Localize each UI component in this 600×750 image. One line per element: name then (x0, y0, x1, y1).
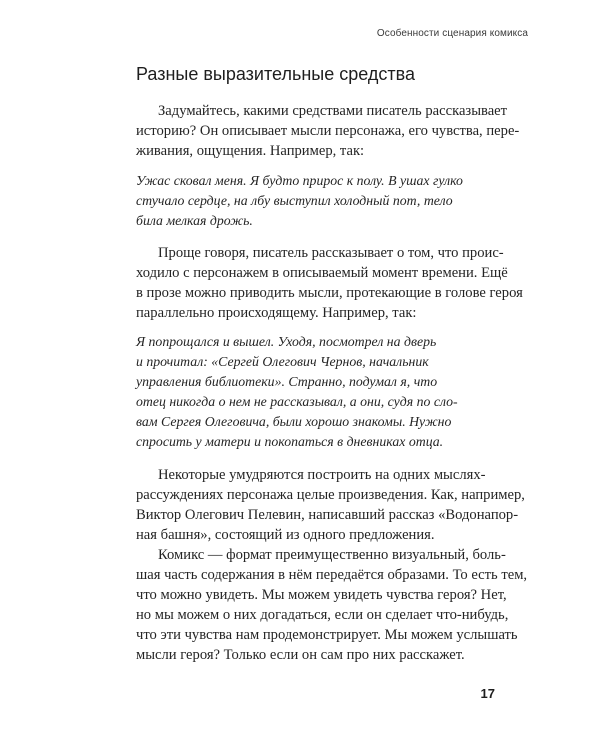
quote-line: отец никогда о нем не рассказывал, а они, судя по сло- (136, 394, 458, 409)
quote-line: вам Сергея Олеговича, были хорошо знакомы. Нужно (136, 414, 452, 429)
text-line: Некоторые умудряются построить на одних мыслях- (158, 467, 486, 483)
quote-line: управления библиотеки». Странно, подумал я, что (136, 374, 438, 389)
page-number: 17 (480, 686, 495, 701)
text-line: живания, ощущения. Например, так: (136, 143, 365, 159)
text-line: что можно увидеть. Мы можем увидеть чувства героя? Нет, (136, 587, 507, 603)
text-line: Проще говоря, писатель рассказывает о том, что проис- (158, 245, 504, 261)
text-line: рассуждениях персонажа целые произведения. Как, например, (136, 487, 525, 503)
paragraph (136, 465, 525, 545)
quote-block (136, 171, 516, 231)
running-header: Особенности сценария комикса (376, 28, 528, 39)
text-line: мысли героя? Только если он сам про них расскажет. (136, 647, 465, 663)
text-line: в прозе можно приводить мысли, протекающие в голове героя (136, 285, 523, 301)
text-line: ная башня», состоящий из одного предложения. (136, 527, 435, 543)
text-line: шая часть содержания в нём передаётся образами. То есть тем, (136, 567, 528, 583)
quote-line: стучало сердце, на лбу выступил холодный пот, тело (136, 193, 453, 208)
text-line: Комикс — формат преимущественно визуальный, боль- (158, 547, 506, 563)
quote-line: била мелкая дрожь. (136, 213, 253, 228)
text-line: Задумайтесь, какими средствами писатель рассказывает (158, 103, 508, 119)
paragraph (136, 101, 520, 161)
paragraph (136, 243, 523, 323)
text-line: Виктор Олегович Пелевин, написавший рассказ «Водонапор- (136, 507, 519, 523)
paragraph (136, 545, 528, 665)
text-line: что эти чувства нам продемонстрирует. Мы можем услышать (136, 627, 518, 643)
text-line: параллельно происходящему. Например, так: (136, 305, 417, 321)
quote-line: спросить у матери и покопаться в дневниках отца. (136, 434, 444, 449)
quote-block (136, 332, 516, 452)
text-line: но мы можем о них догадаться, если он сделает что-нибудь, (136, 607, 509, 623)
text-line: историю? Он описывает мысли персонажа, его чувства, пере- (136, 123, 520, 139)
section-title: Разные выразительные средства (136, 64, 415, 84)
quote-line: и прочитал: «Сергей Олегович Чернов, начальник (136, 354, 429, 369)
quote-line: Ужас сковал меня. Я будто прирос к полу. В ушах гулко (136, 173, 463, 188)
text-line: ходило с персонажем в описываемый момент времени. Ещё (136, 265, 508, 281)
quote-line: Я попрощался и вышел. Уходя, посмотрел на дверь (136, 334, 437, 349)
